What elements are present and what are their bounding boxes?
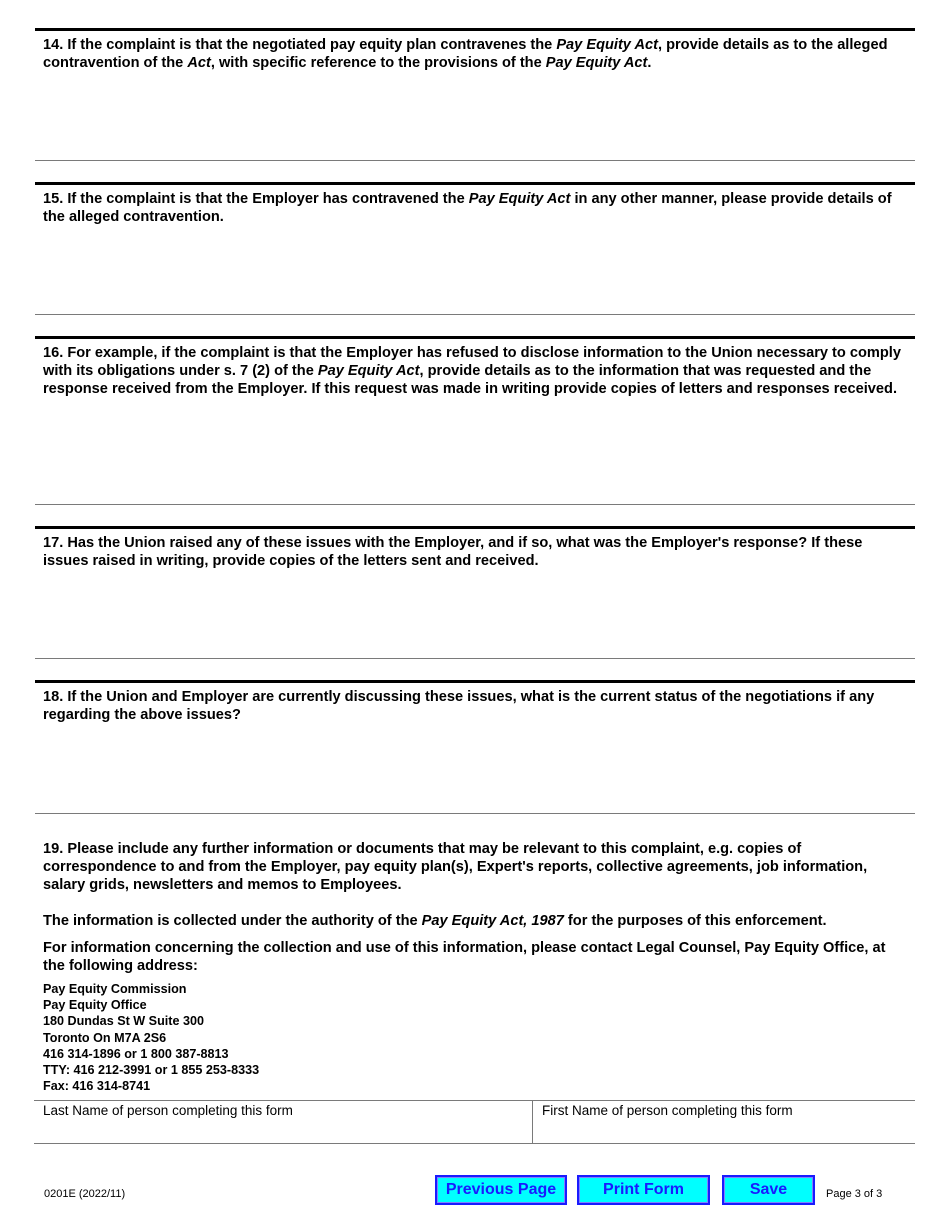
page-number: Page 3 of 3	[826, 1188, 883, 1200]
question-17-section	[35, 526, 915, 659]
question-14-answer-field[interactable]	[35, 72, 915, 102]
question-text-run: in any other manner, please provide details of the alleged contravention.	[43, 191, 892, 225]
address-line: 180 Dundas St W Suite 300	[43, 1014, 204, 1029]
question-text-run: 15. If the complaint is that the Employer has contravened the	[43, 191, 469, 207]
first-name-cell	[533, 1101, 913, 1143]
question-text-run: 17. Has the Union raised any of these issues with the Employer, and if so, what was the Employer's response? If these issues raised in writing, provide copies of the letters sent and received.	[43, 535, 863, 569]
authority-text-before: The information is collected under the authority of the	[43, 913, 422, 929]
question-text-run: 16. For example, if the complaint is that the Employer has refused to disclose information to the Union necessary to comply with its obligations under s. 7 (2) of the	[43, 345, 901, 379]
question-14-section	[35, 28, 915, 161]
last-name-input[interactable]	[42, 1121, 526, 1141]
save-button[interactable]: Save	[722, 1175, 815, 1205]
question-18-answer-field[interactable]	[35, 724, 915, 754]
act-name-italic: Pay Equity Act	[317, 363, 420, 379]
print-form-button[interactable]: Print Form	[577, 1175, 710, 1205]
address-fax: Fax: 416 314-8741	[43, 1079, 151, 1094]
authority-text-after: for the purposes of this enforcement.	[563, 913, 827, 929]
question-text-run: 18. If the Union and Employer are currently discussing these issues, what is the current status of the negotiations if any regarding the above issues?	[43, 689, 875, 723]
authority-act-name: Pay Equity Act, 1987	[421, 913, 564, 929]
name-fields-row	[34, 1100, 915, 1144]
address-tty: TTY: 416 212-3991 or 1 855 253-8333	[43, 1063, 260, 1078]
question-text-run: , provide details as to the alleged contravention of the	[43, 37, 888, 71]
question-18-text	[43, 688, 907, 724]
address-line: Pay Equity Commission	[43, 982, 187, 996]
question-15-answer-field[interactable]	[35, 226, 915, 256]
question-text-run: , provide details as to the information that was requested and the response received from the Employer. If this request was made in writing provide copies of letters and responses received.	[43, 363, 898, 397]
authority-notice	[43, 912, 903, 930]
question-19-text: 19. Please include any further information or documents that may be relevant to this complaint, e.g. copies of correspondence to and from the Employer, pay equity plan(s), Expert's reports, collective agreements, job information, salary grids, newsletters and memos to Employees.	[43, 841, 868, 893]
question-17-text	[43, 534, 907, 570]
question-16-text	[43, 344, 907, 398]
question-18-section	[35, 680, 915, 814]
address-line: Pay Equity Office	[43, 998, 147, 1013]
office-address	[43, 981, 903, 1094]
question-15-text	[43, 190, 907, 226]
act-name-italic: Pay Equity Act	[545, 55, 648, 71]
question-14-text	[43, 36, 907, 72]
first-name-label: First Name of person completing this form	[542, 1103, 793, 1118]
question-text-run: .	[647, 55, 652, 71]
question-16-section	[35, 336, 915, 505]
form-code: 0201E (2022/11)	[44, 1188, 126, 1200]
address-phone: 416 314-1896 or 1 800 387-8813	[43, 1046, 229, 1061]
last-name-cell	[34, 1101, 533, 1143]
first-name-input[interactable]	[541, 1121, 907, 1141]
contact-info-text: For information concerning the collection and use of this information, please contact Legal Counsel, Pay Equity Office, at the following address:	[43, 940, 886, 974]
question-text-run: 14. If the complaint is that the negotiated pay equity plan contravenes the	[43, 37, 557, 53]
last-name-label: Last Name of person completing this form	[43, 1103, 293, 1118]
act-name-italic: Act	[187, 55, 211, 71]
question-text-run: , with specific reference to the provisions of the	[210, 55, 546, 71]
question-16-answer-field[interactable]	[35, 398, 915, 428]
previous-page-button[interactable]: Previous Page	[435, 1175, 567, 1205]
question-17-answer-field[interactable]	[35, 570, 915, 600]
address-line: Toronto On M7A 2S6	[43, 1030, 167, 1045]
question-15-section	[35, 182, 915, 315]
act-name-italic: Pay Equity Act	[556, 37, 658, 53]
act-name-italic: Pay Equity Act	[468, 191, 571, 207]
